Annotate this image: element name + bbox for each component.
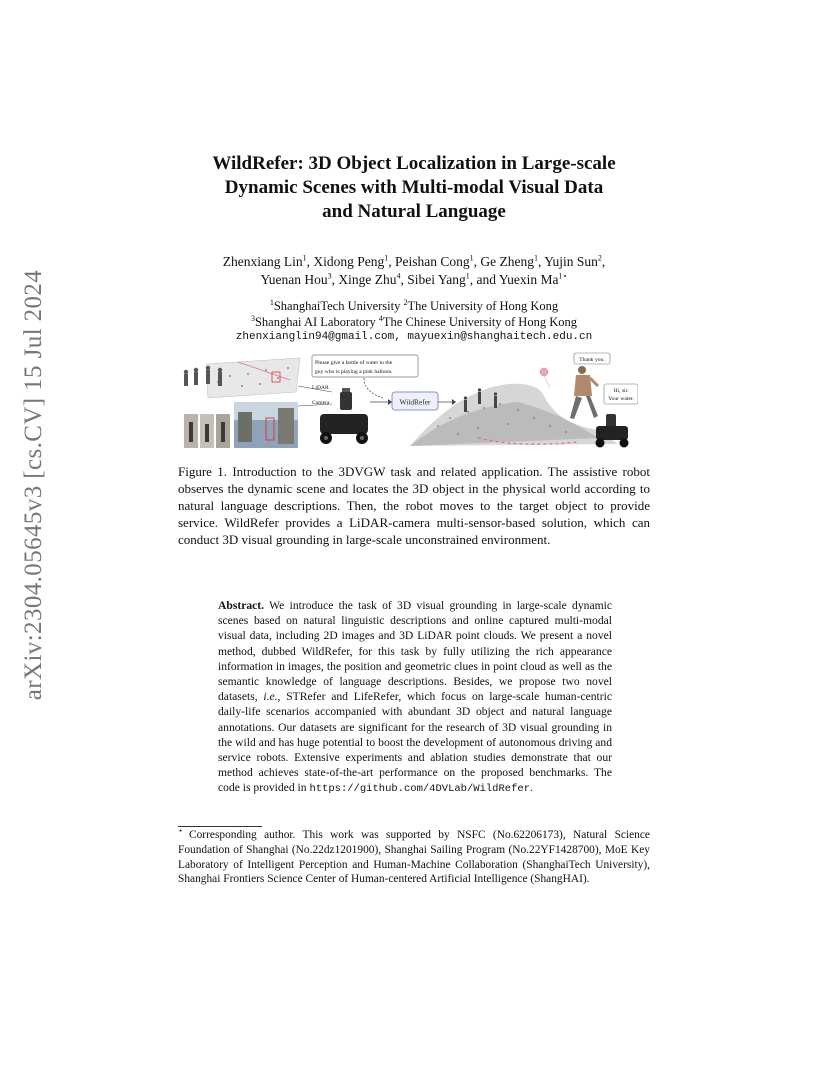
service-robot-icon [320,388,368,444]
author-name: Sibei Yang [407,272,466,287]
footnote [178,828,650,887]
author-affil-mark: 1 [465,271,470,281]
author-name: Ge Zheng [480,254,534,269]
pink-balloon-icon [540,368,550,388]
figure-1-teaser [178,352,638,452]
author-affil-mark: 1 [384,253,389,263]
abstract-end: . [530,781,533,795]
author-affil-mark: 1⋆ [558,271,568,281]
affiliations [150,298,678,330]
reply-bubble [604,384,638,404]
affil-mark: 4 [378,313,383,323]
author-affil-mark: 3 [327,271,332,281]
query-text-box [312,355,418,377]
title-line: WildRefer: 3D Object Localization in Large-scale [212,153,616,174]
walking-man-figure [570,366,598,419]
thank-you-bubble [574,353,610,364]
affiliation: ShanghaiTech University [273,299,401,313]
model-name: WildRefer [399,397,431,407]
abstract-ie: i.e., [263,690,281,704]
bubble-text: Hi, sir. [613,388,629,394]
author-name: Yuexin Ma [498,272,559,287]
affiliation: The University of Hong Kong [407,299,559,313]
author-emails: zhenxianglin94@gmail.com, mayuexin@shanghaitech.edu.cn [235,331,593,343]
abstract-text: We introduce the task of 3D visual grounding in large-scale dynamic scenes based on natural linguistic descriptions and online captured multi-modal visual data, including 2D images and 3D LiDAR point clouds. We present a novel method, dubbed WildRefer, for this task by fully utilizing the rich appearance information in images, the position and geometric clues in point cloud as well as the semantic knowledge of language descriptions. Besides, we propose two novel datasets, [218,599,612,704]
author-affil-mark: 1 [533,253,538,263]
author-name: Yuenan Hou [260,272,328,287]
affil-mark: 2 [403,297,408,307]
title-line: Dynamic Scenes with Multi-modal Visual Data [224,177,604,198]
author-name: Zhenxiang Lin [222,254,303,269]
author-affil-mark: 1 [469,253,474,263]
query-line: Please give a bottle of water to the [315,360,393,366]
author-affil-mark: 4 [396,271,401,281]
camera-image-strip [184,402,298,448]
code-url-link[interactable]: https://github.com/4DVLab/WildRefer [309,783,530,796]
affil-mark: 1 [269,297,274,307]
paper-title [150,152,678,224]
camera-label: Camera [312,400,330,406]
bubble-text: Your water. [608,396,634,402]
author-affil-mark: 2 [597,253,602,263]
author-name: Xinge Zhu [338,272,397,287]
title-line: and Natural Language [322,201,506,222]
author-name: Xidong Peng [313,254,385,269]
figure-caption: Figure 1. Introduction to the 3DVGW task and related application. The assistive robot observes the dynamic scene and locates the 3D object in the physical world according to natural language descriptions. Then, the robot moves to the target object to provide service. WildRefer provides a LiDAR-camera multi-sensor-based solution, which can conduct 3D visual grounding in large-scale unconstrained environment. [178,464,650,547]
bubble-text: Thank you. [579,357,605,363]
affiliation: Shanghai AI Laboratory [254,315,376,329]
author-affil-mark: 1 [302,253,307,263]
lidar-label: LiDAR [312,385,329,391]
arxiv-side-stamp [10,269,58,701]
author-list: Zhenxiang Lin$^1$, Xidong Peng$^1$, Peishan Cong$^1$, Ge Zheng$^1$, Yujin Sun$^2$, Yuenan Hou$^3$, Xinge Zhu$^4$, Sibei Yang$^1$, and Yuexin $Ma^{1⋆}$ [222,253,606,287]
footnote-text: Corresponding author. This work was supported by NSFC (No.62206173), Natural Science Foundation of Shanghai (No.22dz1201900), Shanghai Sailing Program (No.22YF1428700), MoE Key Laboratory of Intelligent Perception and Human-Machine Collaboration (ShanghaiTech University), Shanghai Frontiers Science Center of Human-centered Artificial Intelligence (ShangHAI). [178,829,650,886]
abstract-text: STRefer and LifeRefer, which focus on large-scale human-centric daily-life scenarios accompanied with abundant 3D object and natural language annotations. Our datasets are significant for the research of 3D visual grounding in the wild and has huge potential to boost the development of autonomous driving and service robots. Extensive experiments and ablation studies demonstrate that our method achieves state-of-the-art performance on the proposed benchmarks. The code is provided in [218,690,612,795]
arxiv-identifier: arXiv:2304.05645v3 [cs.CV] 15 Jul 2024 [20,269,47,701]
footnote-rule [178,826,262,827]
abstract-label: Abstract. [218,599,265,612]
abstract [218,598,612,798]
footnote-mark: ⋆ [178,826,184,836]
author-name: Peishan Cong [394,254,470,269]
query-line: guy who is playing a pink balloon. [315,369,393,375]
affil-mark: 3 [250,313,255,323]
author-name: Yujin Sun [544,254,598,269]
wildrefer-model-box [370,392,456,410]
author-conjunction: and [476,272,496,287]
affiliation: The Chinese University of Hong Kong [382,315,577,329]
